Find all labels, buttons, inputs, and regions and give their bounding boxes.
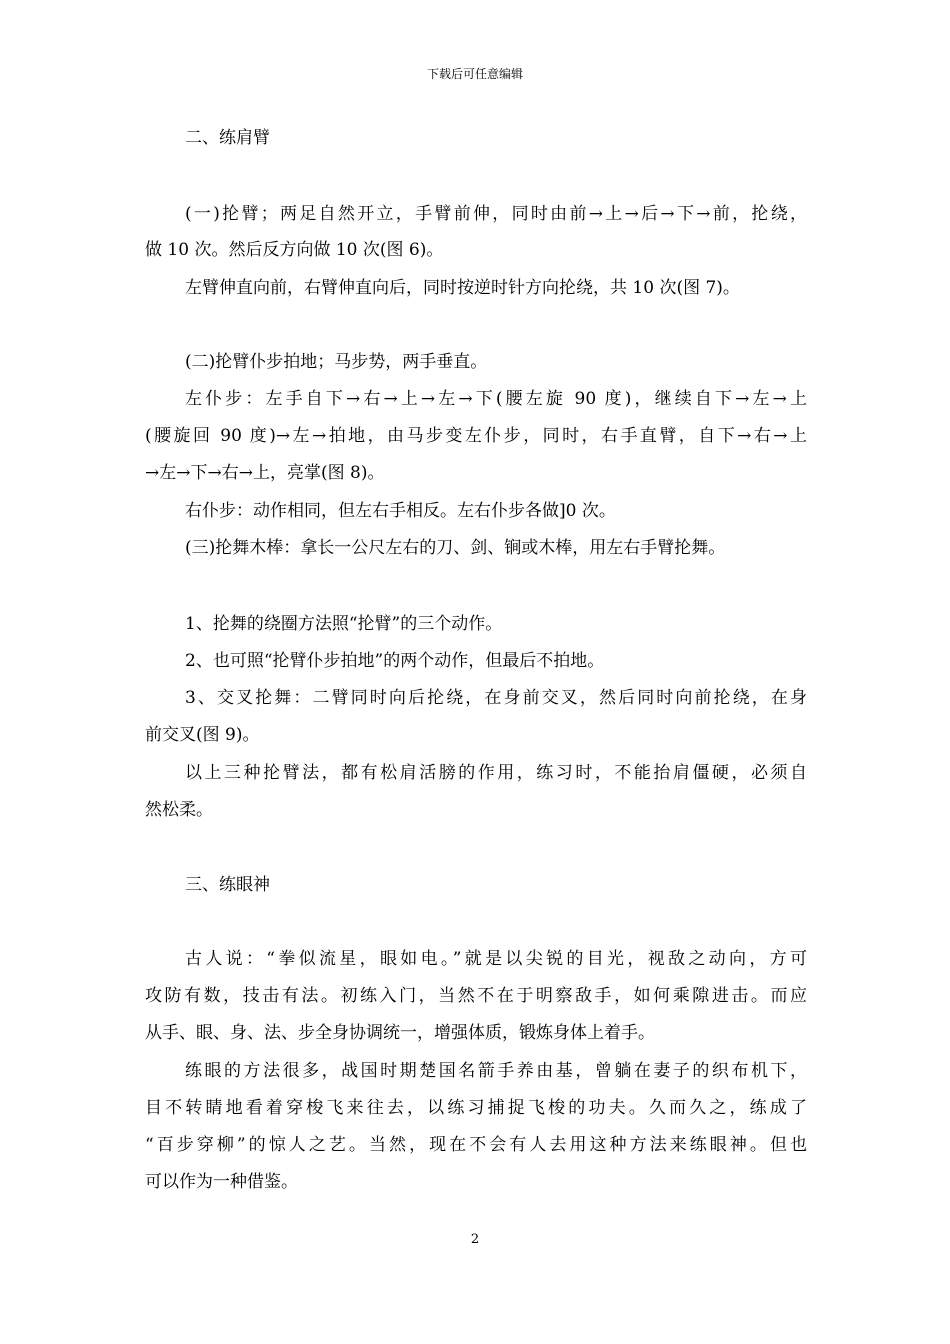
paragraph-line: 右仆步：动作相同，但左右手相反。左右仆步各做]0 次。 bbox=[185, 501, 616, 521]
paragraph-line: 从手、眼、身、法、步全身协调统一，增强体质，锻炼身体上着手。 bbox=[145, 1023, 655, 1043]
section-heading: 三、练眼神 bbox=[185, 875, 270, 895]
list-item: 2、也可照“抡臂仆步拍地”的两个动作，但最后不拍地。 bbox=[185, 651, 605, 671]
paragraph-line: 左仆步：左手自下→右→上→左→下(腰左旋 90 度)，继续自下→左→上 bbox=[185, 389, 807, 409]
paragraph-line: (二)抡臂仆步拍地；马步势，两手垂直。 bbox=[185, 352, 488, 372]
list-item: 3、交叉抡舞：二臂同时向后抡绕，在身前交叉，然后同时向前抡绕，在身 bbox=[185, 688, 807, 708]
paragraph-line: 然松柔。 bbox=[145, 800, 213, 820]
paragraph-line: 攻防有数，技击有法。初练入门，当然不在于明察敌手，如何乘隙进击。而应 bbox=[145, 986, 807, 1006]
paragraph-line: “百步穿柳”的惊人之艺。当然，现在不会有人去用这种方法来练眼神。但也 bbox=[145, 1135, 807, 1155]
paragraph-line: →左→下→右→上，亮掌(图 8)。 bbox=[145, 463, 385, 483]
paragraph-line: 左臂伸直向前，右臂伸直向后，同时按逆时针方向抡绕，共 10 次(图 7)。 bbox=[185, 278, 740, 298]
paragraph-line: 做 10 次。然后反方向做 10 次(图 6)。 bbox=[145, 240, 444, 260]
paragraph-line: 目不转睛地看着穿梭飞来往去，以练习捕捉飞梭的功夫。久而久之，练成了 bbox=[145, 1098, 807, 1118]
page-header: 下载后可任意编辑 bbox=[426, 67, 523, 81]
paragraph-line: 可以作为一种借鉴。 bbox=[145, 1172, 298, 1192]
paragraph-line: 以上三种抡臂法，都有松肩活膀的作用，练习时，不能抬肩僵硬，必须自 bbox=[185, 763, 807, 783]
paragraph-line: 练眼的方法很多，战国时期楚国名箭手养由基，曾躺在妻子的织布机下， bbox=[185, 1061, 807, 1081]
paragraph-line: 前交叉(图 9)。 bbox=[145, 725, 260, 745]
list-item: 1、抡舞的绕圈方法照“抡臂”的三个动作。 bbox=[185, 614, 503, 634]
paragraph-line: 古人说：“拳似流星，眼如电。”就是以尖锐的目光，视敌之动向，方可 bbox=[185, 949, 807, 969]
paragraph-line: (一)抡臂；两足自然开立，手臂前伸，同时由前→上→后→下→前，抡绕， bbox=[185, 204, 807, 224]
section-heading: 二、练肩臂 bbox=[185, 128, 270, 148]
page-number: 2 bbox=[470, 1232, 480, 1247]
paragraph-line: (三)抡舞木棒：拿长一公尺左右的刀、剑、锏或木棒，用左右手臂抡舞。 bbox=[185, 538, 726, 558]
paragraph-line: (腰旋回 90 度)→左→拍地，由马步变左仆步，同时，右手直臂，自下→右→上 bbox=[145, 426, 807, 446]
